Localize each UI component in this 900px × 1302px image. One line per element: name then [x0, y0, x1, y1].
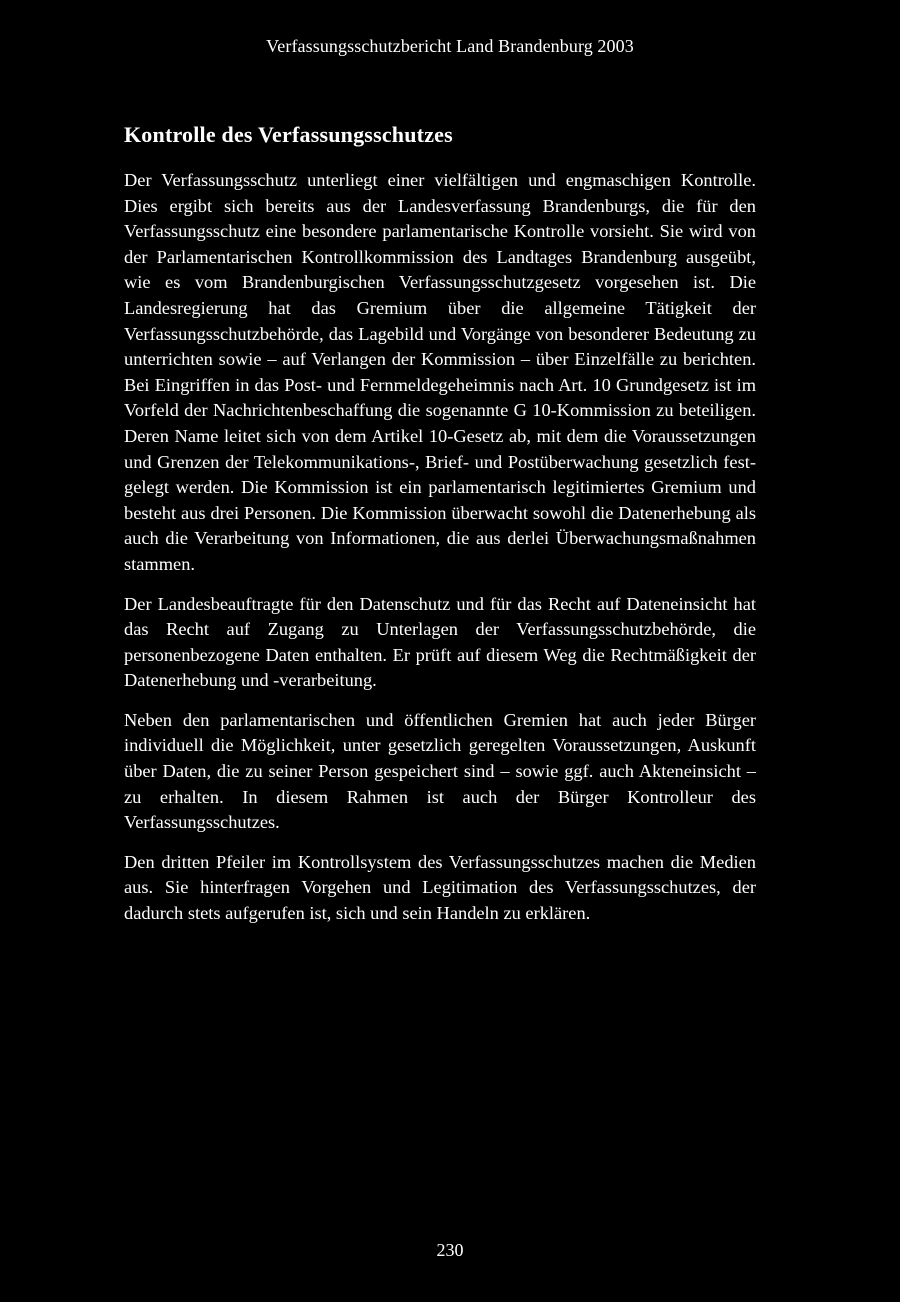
section-title: Kontrolle des Verfassungsschutzes [124, 122, 453, 147]
paragraph: Der Verfassungsschutz unterliegt einer vielfältigen und engmaschigen Kontrolle. Dies ergibt sich bereits aus der Landesverfassung Brandenburgs, die für den Verfassungsschutz eine besondere parlamentarische Kontrolle vorsieht. Sie wird von der Parlamentarischen Kontrollkommission des Landtages Brandenburg ausgeübt, wie es vom Brandenburgischen Verfassungsschutzgesetz vorgesehen ist. Die Landesregierung hat das Gremium über die allgemeine Tätigkeit der Verfassungsschutzbehörde, das Lagebild und Vorgänge von besonderer Bedeutung zu unterrichten sowie – auf Verlangen der Kommission – über Einzelfälle zu berichten. Bei Eingriffen in das Post- und Fernmeldegeheimnis nach Art. 10 Grundgesetz ist im Vorfeld der Nachrichtenbeschaffung die sogenannte G 10-Kommission zu beteiligen. Deren Name leitet sich von dem Artikel 10-Gesetz ab, mit dem die Voraussetzungen und Grenzen der Telekommunikations-, Brief- und Postüberwachung gesetzlich festgelegt werden. Die Kommission ist ein parlamentarisch legitimiertes Gremium und besteht aus drei Personen. Die Kommission überwacht sowohl die Datenerhebung als auch die Verarbeitung von Informationen, die aus derlei Überwachungsmaßnahmen stammen. [124, 170, 756, 574]
page-number: 230 [436, 1240, 464, 1260]
running-header: Verfassungsschutzbericht Land Brandenburg 2003 [266, 36, 634, 56]
page-content [124, 122, 756, 941]
paragraph: Der Landesbeauftragte für den Datenschutz und für das Recht auf Dateneinsicht hat das Recht auf Zugang zu Unterlagen der Verfassungsschutzbehörde, die personenbezogene Daten enthalten. Er prüft auf diesem Weg die Rechtmäßigkeit der Datenerhebung und -verarbeitung. [124, 593, 756, 691]
paragraph: Neben den parlamentarischen und öffentlichen Gremien hat auch jeder Bürger individuell die Möglichkeit, unter gesetzlich geregelten Voraussetzungen, Auskunft über Daten, die zu seiner Person gespeichert sind – sowie ggf. auch Akteneinsicht – zu erhalten. In diesem Rahmen ist auch der Bürger Kontrolleur des Verfassungsschutzes. [124, 709, 756, 833]
paragraph: Den dritten Pfeiler im Kontrollsystem des Verfassungsschutzes machen die Medien aus. Sie hinterfragen Vorgehen und Legitimation des Verfassungsschutzes, der dadurch stets aufgerufen ist, sich und sein Handeln zu erklären. [124, 851, 756, 924]
